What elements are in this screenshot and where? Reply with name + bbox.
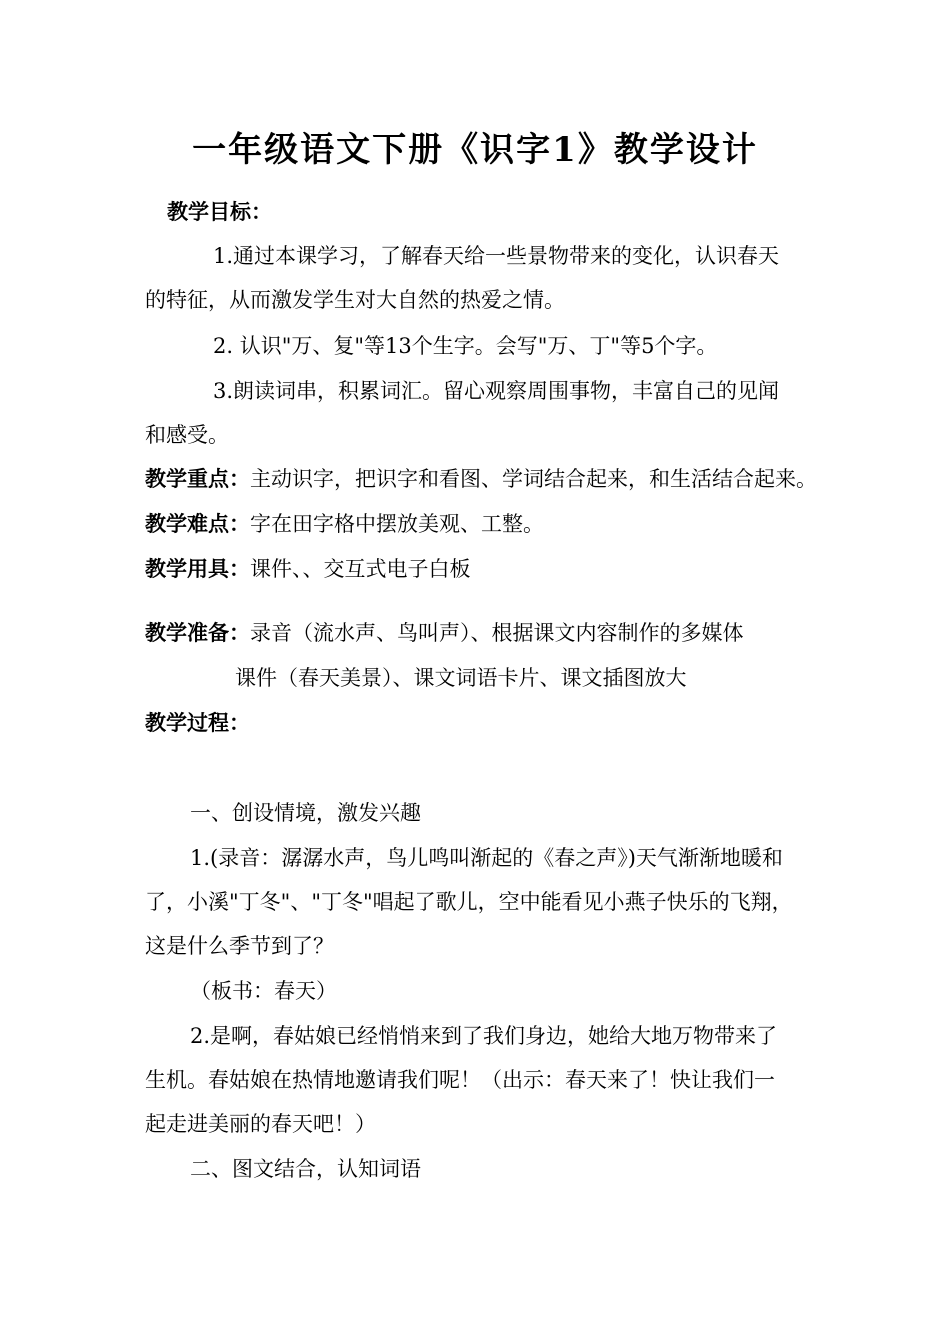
difficulties-label: 教学难点： [145,512,250,536]
objective-1-line-1: 1.通过本课学习，了解春天给一些景物带来的变化，认识春天 [213,244,780,268]
process-heading: 教学过程： [145,711,250,735]
objective-1-line-2: 的特征，从而激发学生对大自然的热爱之情。 [145,288,565,312]
difficulties-text: 字在田字格中摆放美观、工整。 [250,512,544,536]
difficulties-row [145,508,544,540]
tools-text: 课件、、交互式电子白板 [250,557,471,581]
key-points-label: 教学重点： [145,467,250,491]
paragraph-2-line-3: 起走进美丽的春天吧！） [145,1112,376,1136]
objective-3-line-2: 和感受。 [145,423,229,447]
section-1-heading: 一、创设情境，激发兴趣 [190,801,421,825]
paragraph-1-line-3: 这是什么季节到了？ [145,934,334,958]
paragraph-2-line-1: 2.是啊，春姑娘已经悄悄来到了我们身边，她给大地万物带来了 [190,1024,778,1048]
preparation-text-line-2: 课件（春天美景）、课文词语卡片、课文插图放大 [235,666,687,690]
preparation-row [145,617,744,649]
document-title: 一年级语文下册《识字1》教学设计 [192,130,758,170]
preparation-label: 教学准备： [145,621,250,645]
tools-label: 教学用具： [145,557,250,581]
objective-3-line-1: 3.朗读词串，积累词汇。留心观察周围事物，丰富自己的见闻 [213,379,780,403]
preparation-text-line-1: 录音（流水声、鸟叫声）、根据课文内容制作的多媒体 [250,621,744,645]
paragraph-1-line-2: 了，小溪"丁冬"、"丁冬"唱起了歌儿，空中能看见小燕子快乐的飞翔， [145,890,793,914]
objectives-heading: 教学目标： [167,200,272,224]
key-points-row [145,463,817,495]
section-2-heading: 二、图文结合，认知词语 [190,1157,421,1181]
key-points-text: 主动识字，把识字和看图、学词结合起来，和生活结合起来。 [250,467,817,491]
tools-row [145,553,471,585]
objective-2: 2. 认识"万、复"等13个生字。会写"万、丁"等5个字。 [213,334,718,358]
paragraph-1-line-1: 1.(录音：潺潺水声，鸟儿鸣叫渐起的《春之声》)天气渐渐地暖和 [190,846,783,870]
paragraph-2-line-2: 生机。春姑娘在热情地邀请我们呢！（出示：春天来了！快让我们一 [145,1068,775,1092]
board-note: （板书：春天） [190,979,337,1003]
